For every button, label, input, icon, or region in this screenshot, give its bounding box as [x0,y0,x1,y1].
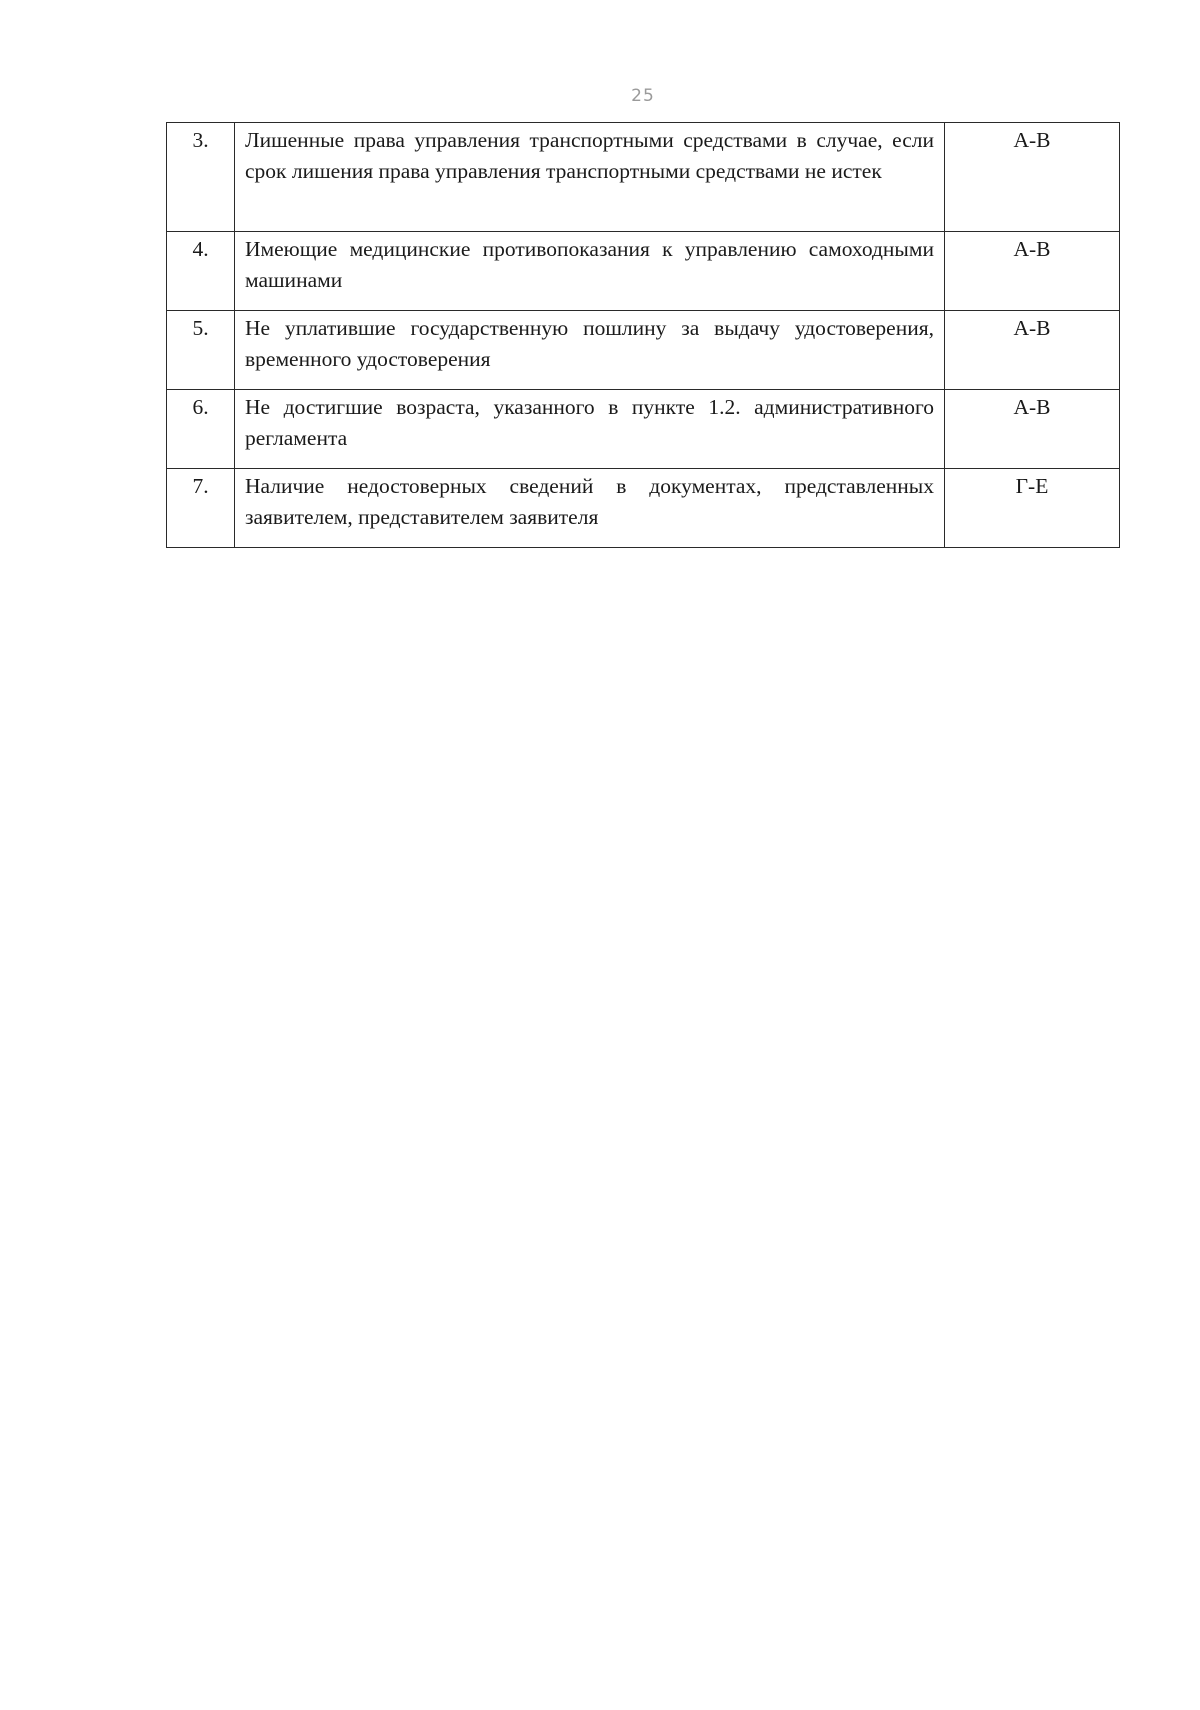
row-category: А-В [945,123,1120,232]
table-row [167,311,1120,390]
row-text: Имеющие медицинские противопоказания к управлению самоходными машинами [235,232,945,311]
row-number: 4. [167,232,235,311]
row-category: А-В [945,232,1120,311]
row-text: Лишенные права управления транспортными средствами в случае, если срок лишения права управления транспортными средствами не истек [235,123,945,232]
table-row [167,123,1120,232]
row-category: А-В [945,311,1120,390]
table-row [167,232,1120,311]
row-number: 7. [167,469,235,548]
document-table [166,122,1120,548]
row-text: Не достигшие возраста, указанного в пункте 1.2. административного регламента [235,390,945,469]
row-number: 6. [167,390,235,469]
page-number: 25 [631,86,655,106]
row-text: Не уплатившие государственную пошлину за выдачу удостоверения, временного удостоверения [235,311,945,390]
row-category: Г-Е [945,469,1120,548]
row-number: 5. [167,311,235,390]
table-row [167,390,1120,469]
row-number: 3. [167,123,235,232]
row-text: Наличие недостоверных сведений в документах, представленных заявителем, представителем заявителя [235,469,945,548]
table-row [167,469,1120,548]
row-category: А-В [945,390,1120,469]
